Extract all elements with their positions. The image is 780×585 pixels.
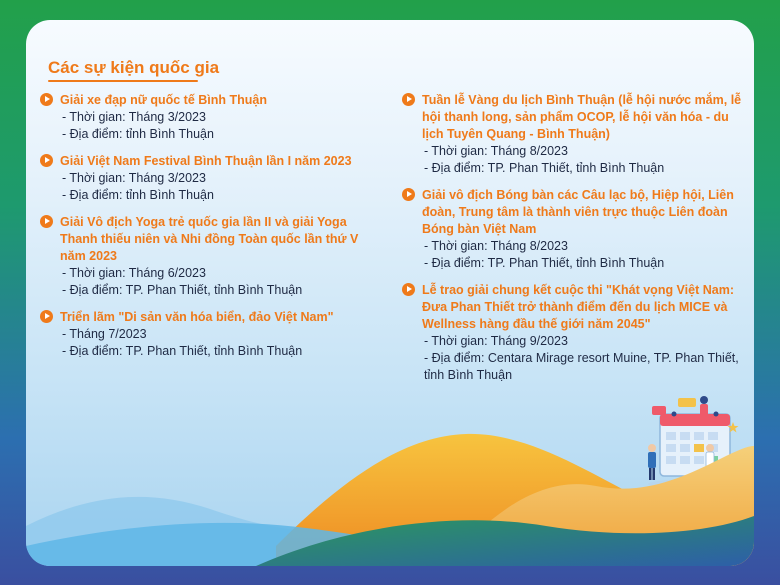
event-location: - Địa điểm: Centara Mirage resort Muine, TP. Phan Thiết, tỉnh Bình Thuận — [424, 351, 739, 382]
event-title: Giải vô địch Bóng bàn các Câu lạc bộ, Hiệp hội, Liên đoàn, Trung tâm là thành viên trực thuộc Liên đoàn Bóng bàn Việt Nam — [422, 188, 734, 236]
title-underline — [48, 80, 198, 82]
event-location: - Địa điểm: tỉnh Bình Thuận — [62, 188, 214, 202]
event-item — [402, 187, 742, 272]
event-time: - Thời gian: Tháng 6/2023 — [62, 266, 206, 280]
sand-dunes-illustration — [26, 416, 754, 566]
event-title: Giải Vô địch Yoga trẻ quốc gia lần II và giải Yoga Thanh thiếu niên và Nhi đồng Toàn quốc lần thứ V năm 2023 — [60, 215, 359, 263]
event-title: Lễ trao giải chung kết cuộc thi "Khát vọng Việt Nam: Đưa Phan Thiết trở thành điểm đến du lịch MICE và Wellness hàng đầu thế giới năm 2045" — [422, 283, 734, 331]
section-title: Các sự kiện quốc gia — [48, 58, 220, 77]
events-card — [26, 20, 754, 566]
play-bullet-icon — [402, 93, 415, 106]
play-bullet-icon — [40, 215, 53, 228]
event-time: - Thời gian: Tháng 8/2023 — [424, 239, 568, 253]
event-location: - Địa điểm: tỉnh Bình Thuận — [62, 127, 214, 141]
event-title: Tuần lễ Vàng du lịch Bình Thuận (lễ hội nước mắm, lễ hội thanh long, sản phẩm OCOP, lễ hội văn hóa - du lịch Tuyên Quang - Bình Thuận) — [422, 93, 742, 141]
left-column — [40, 92, 385, 370]
event-location: - Địa điểm: TP. Phan Thiết, tỉnh Bình Thuận — [424, 161, 665, 175]
event-item — [402, 282, 742, 384]
play-bullet-icon — [40, 93, 53, 106]
event-time: - Thời gian: Tháng 9/2023 — [424, 334, 568, 348]
play-bullet-icon — [402, 188, 415, 201]
event-time: - Tháng 7/2023 — [62, 327, 147, 341]
right-column — [402, 92, 742, 394]
event-time: - Thời gian: Tháng 3/2023 — [62, 171, 206, 185]
event-item — [40, 309, 385, 360]
event-title: Giải xe đạp nữ quốc tế Bình Thuận — [60, 93, 267, 107]
event-time: - Thời gian: Tháng 3/2023 — [62, 110, 206, 124]
event-title: Giải Việt Nam Festival Bình Thuận lần I năm 2023 — [60, 154, 352, 168]
event-location: - Địa điểm: TP. Phan Thiết, tỉnh Bình Thuận — [62, 283, 303, 297]
play-bullet-icon — [402, 283, 415, 296]
event-item — [40, 92, 385, 143]
event-location: - Địa điểm: TP. Phan Thiết, tỉnh Bình Thuận — [62, 344, 303, 358]
event-title: Triển lãm "Di sản văn hóa biển, đảo Việt Nam" — [60, 310, 334, 324]
event-location: - Địa điểm: TP. Phan Thiết, tỉnh Bình Thuận — [424, 256, 665, 270]
play-bullet-icon — [40, 154, 53, 167]
event-item — [40, 214, 385, 299]
event-item — [40, 153, 385, 204]
event-time: - Thời gian: Tháng 8/2023 — [424, 144, 568, 158]
play-bullet-icon — [40, 310, 53, 323]
event-item — [402, 92, 742, 177]
